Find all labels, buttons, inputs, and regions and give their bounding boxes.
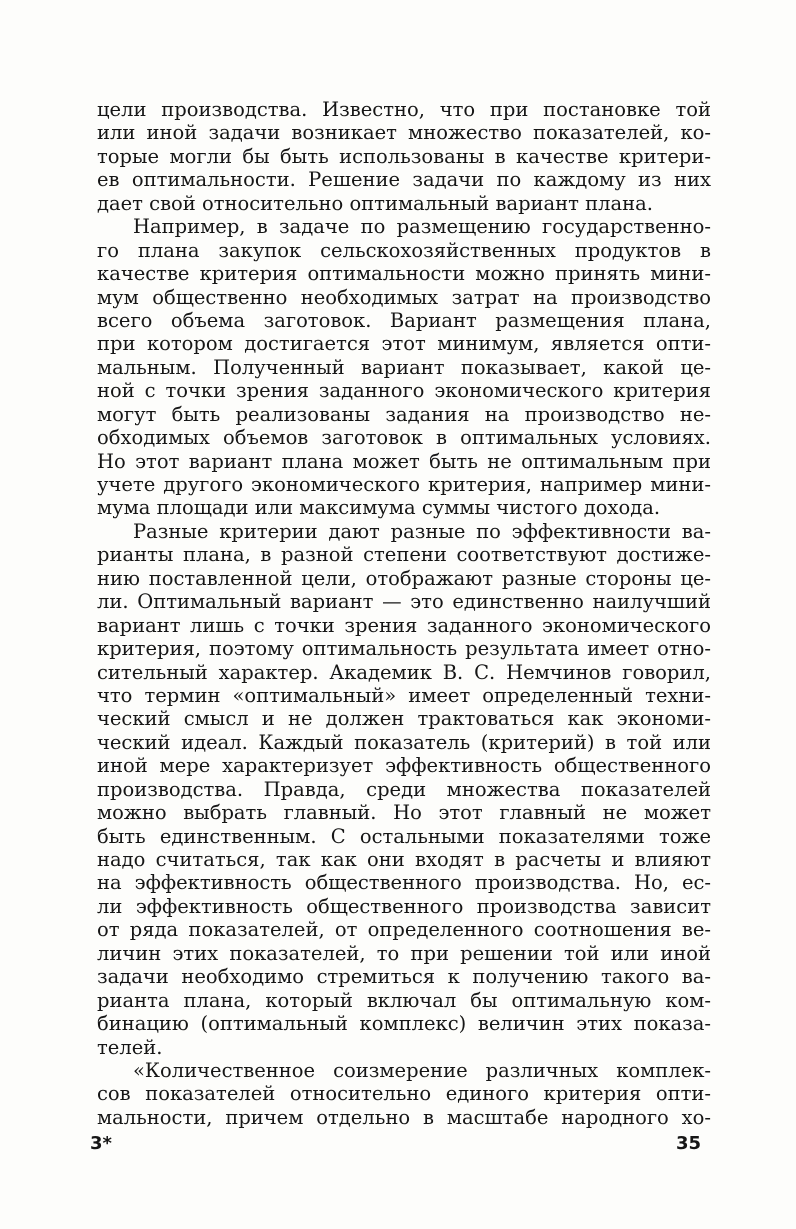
paragraph	[97, 520, 711, 1059]
paragraph	[97, 215, 711, 520]
text-line: или иной задачи возникает множество показателей, ко-	[97, 121, 711, 145]
text-line: «Количественное соизмерение различных комплек-	[133, 1058, 711, 1082]
text-line: иной мере характеризует эффективность общественного	[97, 754, 711, 778]
page-number: 35	[675, 1133, 701, 1154]
text-line: сительный характер. Академик В. С. Немчинов говорил,	[97, 660, 711, 684]
text-line: мума площади или максимума суммы чистого дохода.	[97, 496, 661, 520]
text-line: Но этот вариант плана может быть не оптимальным при	[97, 449, 711, 473]
text-line: мум общественно необходимых затрат на производство	[97, 285, 711, 309]
text-line: критерия, поэтому оптимальность результата имеет отно-	[97, 637, 711, 661]
text-line: при котором достигается этот минимум, является опти-	[97, 332, 711, 356]
text-line: быть единственным. С остальными показателями тоже	[97, 824, 711, 848]
text-line: рианты плана, в разной степени соответствуют достиже-	[97, 543, 711, 567]
text-line: рианта плана, который включал бы оптимальную ком-	[97, 988, 711, 1012]
text-line: мальным. Полученный вариант показывает, какой це-	[97, 355, 711, 379]
text-line: Разные критерии дают разные по эффективности ва-	[133, 519, 711, 543]
text-line: вариант лишь с точки зрения заданного экономического	[97, 613, 711, 637]
signature-mark: 3*	[90, 1133, 112, 1154]
text-line: учете другого экономического критерия, например мини-	[97, 473, 711, 496]
text-line: ческий смысл и не должен трактоваться как экономи-	[97, 707, 711, 731]
paragraph	[97, 1059, 711, 1129]
body-text	[97, 98, 711, 1129]
text-line: от ряда показателей, от определенного соотношения ве-	[97, 918, 711, 942]
text-line: можно выбрать главный. Но этот главный не может	[97, 801, 711, 825]
text-line: дает свой относительно оптимальный вариант плана.	[97, 191, 653, 215]
text-line: что термин «оптимальный» имеет определенный техни-	[97, 683, 711, 707]
text-line: всего объема заготовок. Вариант размещения плана,	[97, 308, 711, 332]
paragraph	[97, 98, 711, 215]
text-line: телей.	[97, 1035, 163, 1059]
text-line: торые могли бы быть использованы в качестве критери-	[97, 144, 711, 168]
text-line: производства. Правда, среди множества показателей	[97, 777, 711, 801]
text-line: нию поставленной цели, отображают разные стороны це-	[97, 566, 711, 590]
text-line: бинацию (оптимальный комплекс) величин этих показа-	[97, 1012, 711, 1036]
text-line: личин этих показателей, то при решении той или иной	[97, 941, 711, 965]
text-line: надо считаться, так как они входят в расчеты и влияют	[97, 848, 711, 871]
text-line: мальности, причем отдельно в масштабе народного хо-	[97, 1105, 711, 1129]
text-line: сов показателей относительно единого критерия опти-	[97, 1082, 711, 1106]
text-line: качестве критерия оптимальности можно принять мини-	[97, 262, 711, 286]
text-line: ев оптимальности. Решение задачи по каждому из них	[97, 168, 711, 192]
text-line: ли. Оптимальный вариант — это единственно наилучший	[97, 590, 711, 614]
text-line: задачи необходимо стремиться к получению такого ва-	[97, 965, 711, 989]
text-line: могут быть реализованы задания на производство не-	[97, 402, 711, 426]
text-line: обходимых объемов заготовок в оптимальных условиях.	[97, 426, 711, 450]
text-line: цели производства. Известно, что при постановке той	[97, 98, 711, 121]
text-line: Например, в задаче по размещению государственно-	[133, 215, 711, 239]
text-line: ческий идеал. Каждый показатель (критерий) в той или	[97, 730, 711, 754]
text-line: ной с точки зрения заданного экономического критерия	[97, 379, 711, 403]
text-line: го плана закупок сельскохозяйственных продуктов в	[97, 238, 711, 262]
text-line: ли эффективность общественного производства зависит	[97, 894, 711, 918]
text-line: на эффективность общественного производства. Но, ес-	[97, 871, 711, 895]
